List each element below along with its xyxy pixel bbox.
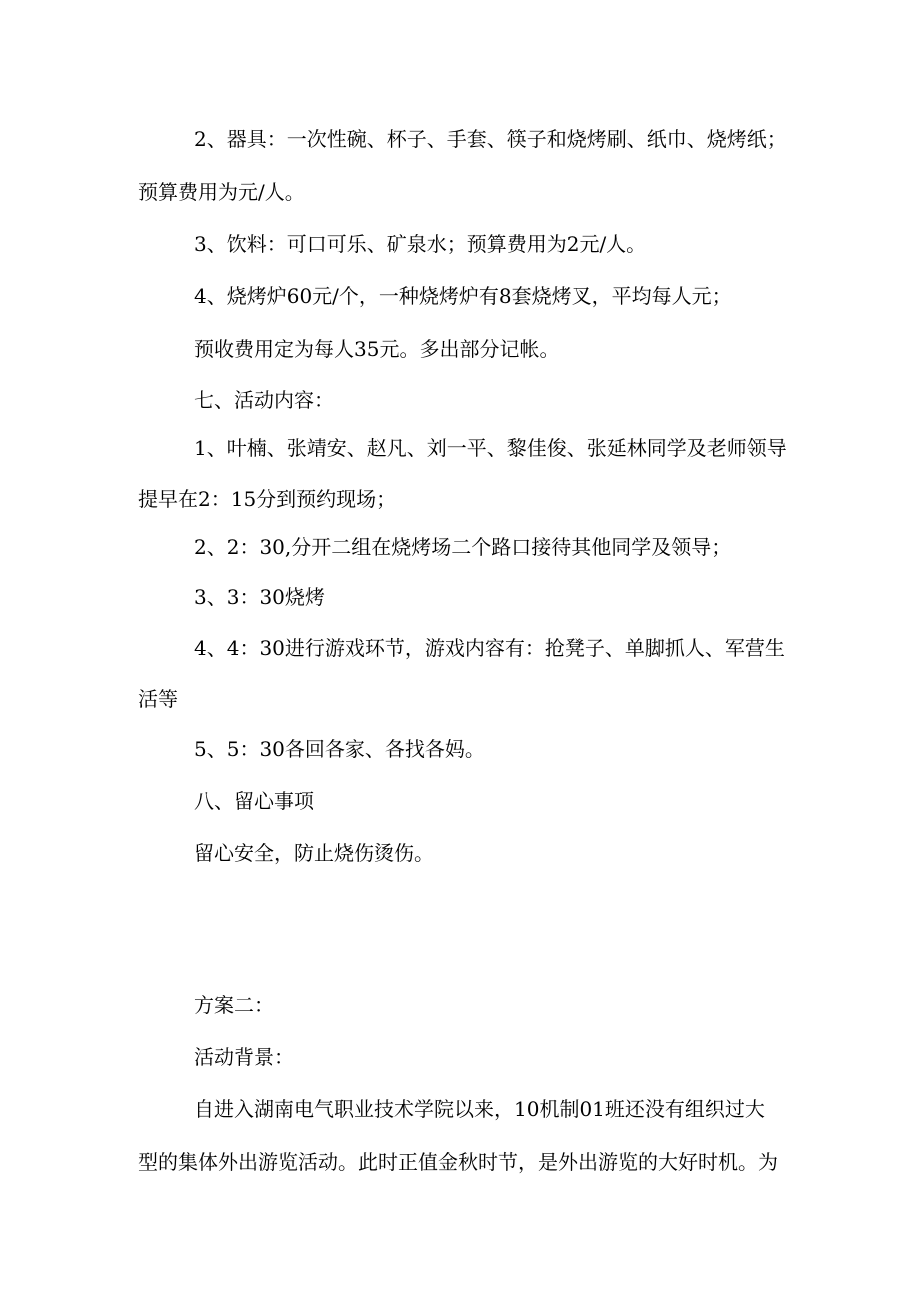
background-paragraph-line-1: 自进入湖南电气职业技术学院以来，10机制01班还没有组织过大 [194, 1097, 765, 1121]
activity-step-1: 1、叶楠、张靖安、赵凡、刘一平、黎佳俊、张延林同学及老师领导 [194, 436, 787, 460]
plan-two-heading: 方案二： [194, 993, 274, 1017]
section-heading-notes: 八、留心事项 [194, 789, 314, 813]
grill-item: 4、烧烤炉60元/个，一种烧烤炉有8套烧烤叉，平均每人元； [194, 284, 732, 308]
notes-text: 留心安全，防止烧伤烫伤。 [194, 841, 434, 865]
activity-step-2: 2、2：30,分开二组在烧烤场二个路口接待其他同学及领导； [194, 535, 732, 559]
activity-step-4-continued: 活等 [138, 687, 178, 711]
prepaid-fee: 预收费用定为每人35元。多出部分记帐。 [194, 337, 560, 361]
section-heading-activity-content: 七、活动内容： [194, 388, 334, 412]
activity-step-4: 4、4：30进行游戏环节，游戏内容有：抢凳子、单脚抓人、军营生 [194, 636, 785, 660]
utensils-item: 2、器具：一次性碗、杯子、手套、筷子和烧烤刷、纸巾、烧烤纸； [194, 127, 787, 151]
activity-step-5: 5、5：30各回各家、各找各妈。 [194, 737, 485, 761]
drinks-item: 3、饮料：可口可乐、矿泉水；预算费用为2元/人。 [194, 232, 647, 256]
activity-step-3: 3、3：30烧烤 [194, 585, 325, 609]
background-paragraph-line-2: 型的集体外出游览活动。此时正值金秋时节，是外出游览的大好时机。为 [138, 1150, 778, 1174]
utensils-budget: 预算费用为元/人。 [138, 180, 305, 204]
background-heading: 活动背景： [194, 1045, 294, 1069]
activity-step-1-continued: 提早在2：15分到预约现场； [138, 487, 397, 511]
